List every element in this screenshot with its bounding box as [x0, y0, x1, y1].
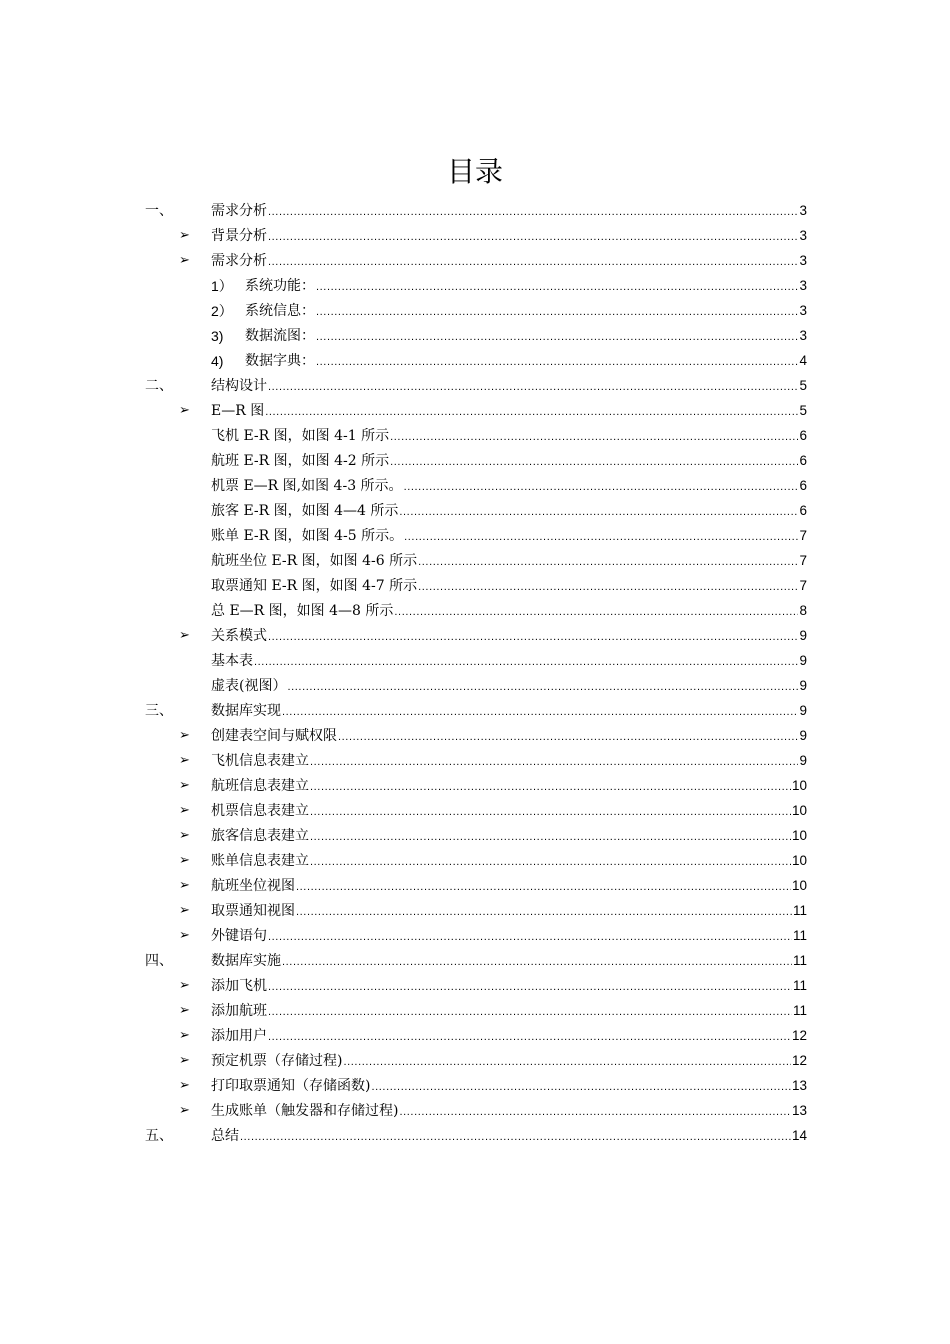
dot-leader	[265, 402, 798, 422]
toc-entry-page-number: 5	[799, 378, 807, 393]
toc-entry-line	[211, 901, 807, 922]
arrow-bullet-icon: ➢	[179, 728, 190, 743]
dot-leader	[310, 777, 791, 797]
toc-entry-line	[211, 251, 807, 272]
toc-entry-page-number: 13	[791, 1078, 807, 1093]
dot-leader	[310, 752, 798, 772]
toc-entry-page-number: 11	[792, 953, 807, 968]
dot-leader	[310, 802, 791, 822]
toc-entry-page-number: 7	[799, 578, 807, 593]
toc-entry[interactable]	[145, 648, 807, 673]
toc-entry-page-number: 10	[791, 828, 807, 843]
arrow-bullet-icon: ➢	[179, 628, 190, 643]
toc-entry[interactable]	[145, 748, 807, 773]
dot-leader	[338, 727, 798, 747]
dot-leader	[296, 902, 792, 922]
toc-entry[interactable]	[145, 898, 807, 923]
dot-leader	[310, 827, 791, 847]
toc-entry-label: 取票通知视图	[211, 903, 295, 919]
toc-entry-page-number: 12	[791, 1053, 807, 1068]
toc-entry-label: 数据库实施	[211, 953, 281, 969]
dot-leader	[390, 452, 798, 472]
arrow-bullet-icon: ➢	[179, 253, 190, 268]
toc-entry[interactable]	[145, 823, 807, 848]
toc-entry[interactable]	[145, 773, 807, 798]
toc-entry[interactable]	[145, 498, 807, 523]
toc-entry[interactable]	[145, 573, 807, 598]
toc-entry-line	[211, 401, 807, 422]
arrow-bullet-icon: ➢	[179, 1103, 190, 1118]
toc-entry-line	[211, 426, 807, 447]
arrow-bullet-icon: ➢	[179, 828, 190, 843]
toc-entry[interactable]	[145, 348, 807, 373]
toc-entry-label: 数据字典：	[245, 353, 315, 369]
toc-entry-page-number: 11	[792, 928, 807, 943]
toc-entry-number: 三、	[145, 703, 173, 719]
toc-entry[interactable]	[145, 848, 807, 873]
toc-entry[interactable]	[145, 623, 807, 648]
toc-entry-line	[211, 451, 807, 472]
toc-entry-page-number: 3	[799, 278, 807, 293]
toc-entry-label: 旅客信息表建立	[211, 828, 309, 844]
toc-entry[interactable]	[145, 273, 807, 298]
toc-entry-label: 创建表空间与赋权限	[211, 728, 337, 744]
dot-leader	[268, 227, 798, 247]
toc-entry-label: 总 E—R 图，如图 4—8 所示	[211, 603, 394, 619]
toc-entry-page-number: 9	[799, 678, 807, 693]
toc-entry-label: 关系模式	[211, 628, 267, 644]
table-of-contents	[145, 198, 807, 1148]
arrow-bullet-icon: ➢	[179, 1028, 190, 1043]
toc-entry[interactable]	[145, 698, 807, 723]
toc-entry-page-number: 9	[799, 753, 807, 768]
toc-entry-line	[211, 501, 807, 522]
arrow-bullet-icon: ➢	[179, 928, 190, 943]
toc-entry-label: 总结	[211, 1128, 239, 1144]
arrow-bullet-icon: ➢	[179, 803, 190, 818]
toc-entry-number: 3)	[211, 328, 224, 344]
dot-leader	[316, 327, 798, 347]
dot-leader	[254, 652, 798, 672]
toc-entry[interactable]	[145, 973, 807, 998]
toc-entry-number: 一、	[145, 203, 173, 219]
toc-entry-label: 数据流图：	[245, 328, 315, 344]
toc-entry[interactable]	[145, 673, 807, 698]
toc-entry[interactable]	[145, 798, 807, 823]
toc-entry-line	[245, 301, 807, 322]
toc-entry-label: 机票信息表建立	[211, 803, 309, 819]
arrow-bullet-icon: ➢	[179, 1078, 190, 1093]
toc-entry-page-number: 12	[791, 1028, 807, 1043]
toc-entry-label: 需求分析	[211, 253, 267, 269]
toc-entry-label: 航班坐位 E-R 图，如图 4-6 所示	[211, 553, 418, 569]
toc-entry-line	[211, 826, 807, 847]
toc-entry-number: 1）	[211, 278, 233, 294]
toc-entry-label: 旅客 E-R 图，如图 4—4 所示	[211, 503, 399, 519]
toc-entry-label: 添加飞机	[211, 978, 267, 994]
toc-entry-label: 添加航班	[211, 1003, 267, 1019]
toc-entry-line	[211, 626, 807, 647]
toc-entry[interactable]	[145, 873, 807, 898]
toc-entry-page-number: 5	[799, 403, 807, 418]
toc-entry-label: 航班信息表建立	[211, 778, 309, 794]
toc-entry-page-number: 11	[792, 903, 807, 918]
toc-entry[interactable]	[145, 1023, 807, 1048]
toc-entry-page-number: 3	[799, 228, 807, 243]
toc-entry-line	[211, 776, 807, 797]
toc-entry-page-number: 7	[799, 528, 807, 543]
toc-entry-label: 背景分析	[211, 228, 267, 244]
toc-entry-line	[211, 751, 807, 772]
toc-entry[interactable]	[145, 1073, 807, 1098]
toc-entry[interactable]	[145, 198, 807, 223]
toc-entry-label: 生成账单（触发器和存储过程)	[211, 1103, 399, 1119]
toc-entry[interactable]	[145, 1098, 807, 1123]
dot-leader	[418, 552, 798, 572]
toc-entry-line	[245, 351, 807, 372]
toc-entry-label: 外键语句	[211, 928, 267, 944]
toc-entry-page-number: 9	[799, 628, 807, 643]
toc-entry[interactable]	[145, 548, 807, 573]
arrow-bullet-icon: ➢	[179, 978, 190, 993]
toc-entry-line	[211, 851, 807, 872]
toc-entry-page-number: 9	[799, 728, 807, 743]
toc-entry-line	[211, 1051, 807, 1072]
dot-leader	[296, 877, 791, 897]
toc-entry-line	[211, 576, 807, 597]
toc-entry-label: 虚表(视图）	[211, 678, 287, 694]
toc-entry-page-number: 9	[799, 703, 807, 718]
toc-entry-line	[211, 926, 807, 947]
dot-leader	[287, 677, 798, 697]
toc-entry-line	[211, 476, 807, 497]
toc-entry[interactable]	[145, 523, 807, 548]
toc-entry-label: 打印取票通知（存储函数)	[211, 1078, 371, 1094]
toc-entry-line	[211, 801, 807, 822]
toc-entry-number: 五、	[145, 1128, 173, 1144]
toc-entry[interactable]	[145, 473, 807, 498]
arrow-bullet-icon: ➢	[179, 753, 190, 768]
dot-leader	[240, 1127, 791, 1147]
toc-entry-page-number: 10	[791, 803, 807, 818]
toc-entry[interactable]	[145, 1123, 807, 1148]
toc-entry[interactable]	[145, 323, 807, 348]
arrow-bullet-icon: ➢	[179, 853, 190, 868]
toc-entry-line	[211, 1026, 807, 1047]
arrow-bullet-icon: ➢	[179, 903, 190, 918]
toc-entry-line	[211, 601, 807, 622]
toc-entry-page-number: 7	[799, 553, 807, 568]
toc-entry-label: 数据库实现	[211, 703, 281, 719]
dot-leader	[268, 202, 798, 222]
toc-entry-line	[211, 1001, 807, 1022]
toc-entry-label: 机票 E—R 图,如图 4-3 所示。	[211, 478, 403, 494]
toc-entry-label: 结构设计	[211, 378, 267, 394]
toc-entry-page-number: 3	[799, 253, 807, 268]
dot-leader	[343, 1052, 791, 1072]
toc-entry-number: 二、	[145, 378, 173, 394]
toc-entry-number: 四、	[145, 953, 173, 969]
toc-entry[interactable]	[145, 723, 807, 748]
toc-entry-line	[211, 726, 807, 747]
toc-entry-label: 账单信息表建立	[211, 853, 309, 869]
toc-entry-page-number: 9	[799, 653, 807, 668]
toc-entry-line	[211, 526, 807, 547]
dot-leader	[268, 1027, 791, 1047]
dot-leader	[268, 252, 798, 272]
toc-title: 目录	[446, 155, 503, 188]
arrow-bullet-icon: ➢	[179, 228, 190, 243]
toc-entry-line	[211, 1101, 807, 1122]
toc-entry[interactable]	[145, 598, 807, 623]
toc-entry-page-number: 4	[799, 353, 807, 368]
toc-entry-page-number: 6	[799, 478, 807, 493]
toc-entry-line	[211, 551, 807, 572]
arrow-bullet-icon: ➢	[179, 403, 190, 418]
toc-entry-page-number: 11	[792, 978, 807, 993]
toc-entry-label: 账单 E-R 图，如图 4-5 所示。	[211, 528, 404, 544]
arrow-bullet-icon: ➢	[179, 778, 190, 793]
dot-leader	[316, 277, 798, 297]
toc-entry-label: 取票通知 E-R 图，如图 4-7 所示	[211, 578, 418, 594]
dot-leader	[390, 427, 798, 447]
toc-entry-label: 添加用户	[211, 1028, 267, 1044]
toc-entry-label: E—R 图	[211, 403, 265, 419]
toc-entry[interactable]	[145, 423, 807, 448]
toc-entry-page-number: 10	[791, 853, 807, 868]
dot-leader	[282, 702, 798, 722]
dot-leader	[418, 577, 798, 597]
arrow-bullet-icon: ➢	[179, 1003, 190, 1018]
toc-entry[interactable]	[145, 1048, 807, 1073]
toc-entry-line	[211, 951, 807, 972]
toc-entry-page-number: 13	[791, 1103, 807, 1118]
toc-entry-label: 系统信息：	[245, 303, 315, 319]
dot-leader	[399, 1102, 791, 1122]
toc-entry-line	[211, 676, 807, 697]
toc-entry-label: 飞机信息表建立	[211, 753, 309, 769]
toc-entry-page-number: 10	[791, 778, 807, 793]
arrow-bullet-icon: ➢	[179, 1053, 190, 1068]
toc-entry-label: 航班坐位视图	[211, 878, 295, 894]
toc-entry[interactable]	[145, 448, 807, 473]
dot-leader	[268, 977, 792, 997]
dot-leader	[268, 377, 798, 397]
dot-leader	[394, 602, 798, 622]
toc-entry-line	[211, 1076, 807, 1097]
toc-entry-line	[211, 201, 807, 222]
toc-entry-line	[211, 976, 807, 997]
dot-leader	[316, 302, 798, 322]
toc-entry-line	[211, 226, 807, 247]
toc-entry-line	[211, 651, 807, 672]
dot-leader	[404, 477, 799, 497]
toc-entry-page-number: 8	[799, 603, 807, 618]
toc-entry-label: 需求分析	[211, 203, 267, 219]
toc-entry-page-number: 3	[799, 303, 807, 318]
toc-entry-label: 预定机票（存储过程)	[211, 1053, 343, 1069]
dot-leader	[268, 1002, 792, 1022]
toc-entry-page-number: 10	[791, 878, 807, 893]
dot-leader	[371, 1077, 791, 1097]
dot-leader	[282, 952, 792, 972]
toc-entry[interactable]	[145, 398, 807, 423]
toc-entry-line	[211, 701, 807, 722]
dot-leader	[316, 352, 798, 372]
toc-entry-page-number: 3	[799, 328, 807, 343]
toc-entry-label: 系统功能：	[245, 278, 315, 294]
dot-leader	[268, 927, 792, 947]
toc-entry-line	[211, 376, 807, 397]
dot-leader	[310, 852, 791, 872]
toc-entry-label: 基本表	[211, 653, 253, 669]
toc-entry-page-number: 14	[791, 1128, 807, 1143]
toc-entry-number: 2）	[211, 303, 233, 319]
toc-entry[interactable]	[145, 223, 807, 248]
toc-entry[interactable]	[145, 248, 807, 273]
toc-entry[interactable]	[145, 298, 807, 323]
toc-entry[interactable]	[145, 923, 807, 948]
toc-entry-label: 航班 E-R 图，如图 4-2 所示	[211, 453, 390, 469]
toc-entry-line	[211, 1126, 807, 1147]
dot-leader	[268, 627, 798, 647]
toc-entry[interactable]	[145, 998, 807, 1023]
toc-entry-number: 4)	[211, 353, 224, 369]
toc-entry-page-number: 3	[799, 203, 807, 218]
toc-entry-page-number: 6	[799, 503, 807, 518]
arrow-bullet-icon: ➢	[179, 878, 190, 893]
toc-entry-line	[245, 326, 807, 347]
toc-entry-label: 飞机 E-R 图，如图 4-1 所示	[211, 428, 390, 444]
dot-leader	[404, 527, 798, 547]
toc-entry[interactable]	[145, 948, 807, 973]
dot-leader	[399, 502, 798, 522]
toc-entry[interactable]	[145, 373, 807, 398]
toc-entry-page-number: 11	[792, 1003, 807, 1018]
toc-entry-page-number: 6	[799, 453, 807, 468]
toc-entry-page-number: 6	[799, 428, 807, 443]
toc-entry-line	[245, 276, 807, 297]
toc-entry-line	[211, 876, 807, 897]
